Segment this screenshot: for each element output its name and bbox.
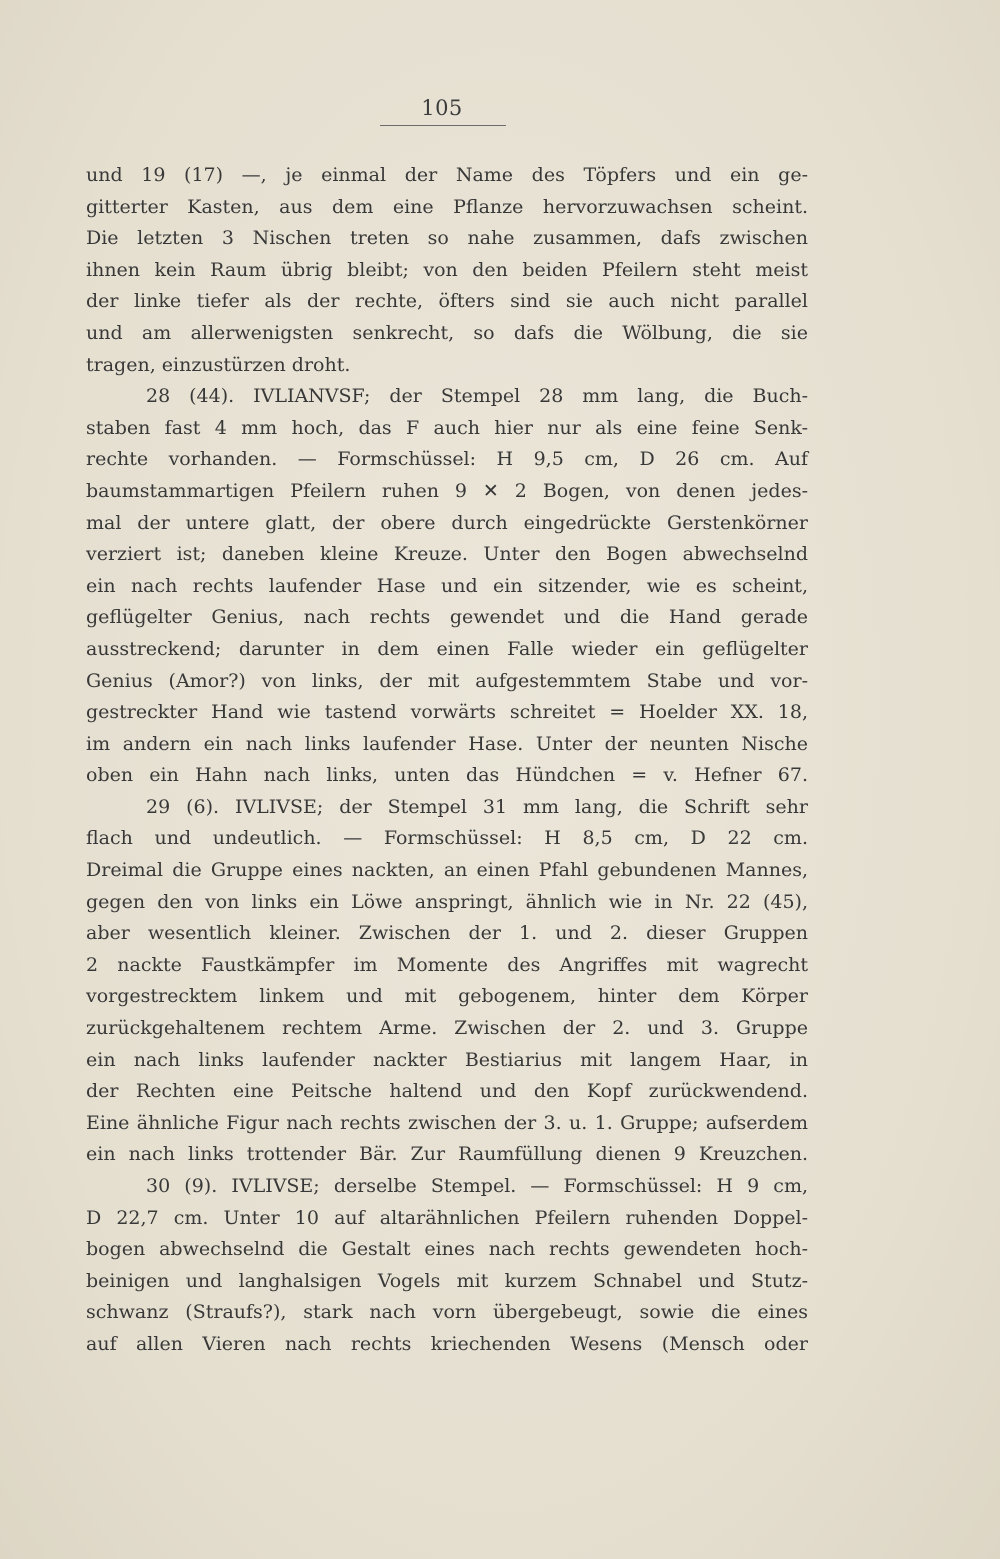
text-line: geflügelter Genius, nach rechts gewendet und die Hand gerade xyxy=(86,606,808,629)
text-line: und am allerwenigsten senkrecht, so dafs die Wölbung, die sie xyxy=(86,321,808,344)
text-line: schwanz (Straufs?), stark nach vorn übergebeugt, sowie die eines xyxy=(86,1301,808,1324)
text-line: im andern ein nach links laufender Hase. Unter der neunten Nische xyxy=(86,732,808,755)
header-rule xyxy=(380,125,506,126)
text-line: verziert ist; daneben kleine Kreuze. Unter den Bogen abwechselnd xyxy=(86,543,808,566)
text-line: ein nach links laufender nackter Bestiarius mit langem Haar, in xyxy=(86,1048,808,1071)
text-line: auf allen Vieren nach rechts kriechenden Wesens (Mensch oder xyxy=(86,1332,808,1355)
text-line: und 19 (17) —, je einmal der Name des Töpfers und ein ge- xyxy=(86,164,808,186)
text-line: flach und undeutlich. — Formschüssel: H 8,5 cm, D 22 cm. xyxy=(86,827,808,850)
text-line: ein nach rechts laufender Hase und ein sitzender, wie es scheint, xyxy=(86,574,808,597)
text-line: oben ein Hahn nach links, unten das Hündchen = v. Hefner 67. xyxy=(86,764,808,787)
text-line: 2 nackte Faustkämpfer im Momente des Angriffes mit wagrecht xyxy=(86,953,808,976)
text-line: mal der untere glatt, der obere durch eingedrückte Gerstenkörner xyxy=(86,511,808,534)
text-line: bogen abwechselnd die Gestalt eines nach rechts gewendeten hoch- xyxy=(86,1238,808,1261)
text-line: der Rechten eine Peitsche haltend und den Kopf zurückwendend. xyxy=(86,1080,808,1103)
text-line: Eine ähnliche Figur nach rechts zwischen der 3. u. 1. Gruppe; aufserdem xyxy=(86,1111,808,1134)
text-line: gitterter Kasten, aus dem eine Pflanze hervorzuwachsen scheint. xyxy=(86,195,808,218)
text-line: beinigen und langhalsigen Vogels mit kurzem Schnabel und Stutz- xyxy=(86,1269,808,1292)
text-line: ihnen kein Raum übrig bleibt; von den beiden Pfeilern steht meist xyxy=(86,258,808,281)
text-line: 28 (44). IVLIANVSF; der Stempel 28 mm lang, die Buch- xyxy=(146,385,808,408)
text-line: gegen den von links ein Löwe anspringt, ähnlich wie in Nr. 22 (45), xyxy=(86,890,808,913)
text-line: rechte vorhanden. — Formschüssel: H 9,5 cm, D 26 cm. Auf xyxy=(86,448,808,471)
text-line: Dreimal die Gruppe eines nackten, an einen Pfahl gebundenen Mannes, xyxy=(86,859,808,882)
text-line: Genius (Amor?) von links, der mit aufgestemmtem Stabe und vor- xyxy=(86,669,808,692)
text-line: aber wesentlich kleiner. Zwischen der 1. und 2. dieser Gruppen xyxy=(86,922,808,945)
text-line: vorgestrecktem linkem und mit gebogenem, hinter dem Körper xyxy=(86,985,808,1008)
text-line: D 22,7 cm. Unter 10 auf altarähnlichen Pfeilern ruhenden Doppel- xyxy=(86,1206,808,1229)
text-line: der linke tiefer als der rechte, öfters sind sie auch nicht parallel xyxy=(86,290,808,313)
text-line: baumstammartigen Pfeilern ruhen 9 ✕ 2 Bogen, von denen jedes- xyxy=(86,479,808,502)
text-line: Die letzten 3 Nischen treten so nahe zusammen, dafs zwischen xyxy=(86,227,808,250)
text-line: gestreckter Hand wie tastend vorwärts schreitet = Hoelder XX. 18, xyxy=(86,701,808,724)
text-line: ausstreckend; darunter in dem einen Falle wieder ein geflügelter xyxy=(86,637,808,660)
text-line: staben fast 4 mm hoch, das F auch hier nur als eine feine Senk- xyxy=(86,416,808,439)
text-line: ein nach links trottender Bär. Zur Raumfüllung dienen 9 Kreuzchen. xyxy=(86,1143,808,1166)
text-line: zurückgehaltenem rechtem Arme. Zwischen der 2. und 3. Gruppe xyxy=(86,1017,808,1040)
text-line: tragen, einzustürzen droht. xyxy=(86,353,351,376)
text-line: 29 (6). IVLIVSE; der Stempel 31 mm lang, die Schrift sehr xyxy=(146,795,808,818)
text-line: 30 (9). IVLIVSE; derselbe Stempel. — Formschüssel: H 9 cm, xyxy=(146,1175,808,1197)
page-number: 105 xyxy=(421,96,463,120)
body-text xyxy=(86,160,808,1361)
